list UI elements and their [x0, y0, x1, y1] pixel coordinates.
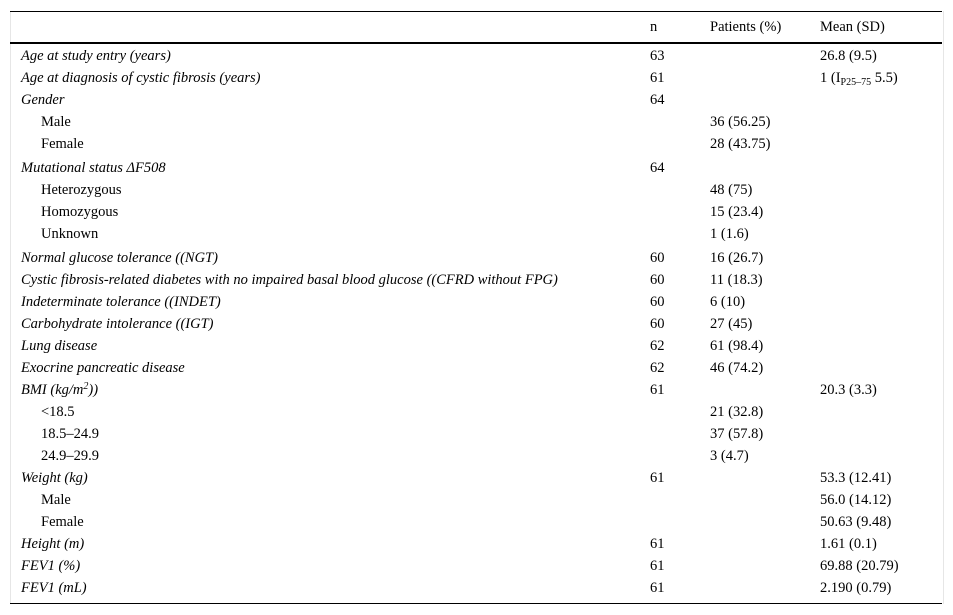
table-row — [10, 510, 942, 532]
row-patients: 16 (26.7) — [710, 250, 764, 266]
row-label: Male — [41, 492, 71, 508]
table-row — [10, 66, 942, 88]
table-row — [10, 466, 942, 488]
table-row — [10, 334, 942, 356]
row-label: Age at study entry (years) — [21, 48, 171, 64]
row-mean: 69.88 (20.79) — [820, 558, 899, 574]
row-patients: 3 (4.7) — [710, 448, 749, 464]
table-row — [10, 444, 942, 466]
row-label: Exocrine pancreatic disease — [21, 360, 185, 376]
table-row — [10, 422, 942, 444]
row-patients: 28 (43.75) — [710, 136, 771, 152]
row-patients: 27 (45) — [710, 316, 753, 332]
row-n: 60 — [650, 294, 665, 310]
row-n: 63 — [650, 48, 665, 64]
table-row — [10, 488, 942, 510]
row-n: 62 — [650, 360, 665, 376]
row-patients: 48 (75) — [710, 182, 753, 198]
row-patients: 37 (57.8) — [710, 426, 764, 442]
row-mean: 50.63 (9.48) — [820, 514, 892, 530]
row-label: 24.9–29.9 — [41, 448, 99, 464]
row-n: 60 — [650, 316, 665, 332]
row-label: Weight (kg) — [21, 470, 88, 486]
table-top-rule — [10, 11, 942, 12]
row-n: 61 — [650, 470, 665, 486]
row-n: 60 — [650, 250, 665, 266]
row-mean — [820, 69, 898, 87]
row-n: 61 — [650, 382, 665, 398]
row-mean: 2.190 (0.79) — [820, 580, 892, 596]
row-label: Normal glucose tolerance ((NGT) — [21, 250, 218, 266]
row-label: Heterozygous — [41, 182, 122, 198]
row-patients: 21 (32.8) — [710, 404, 764, 420]
row-patients: 61 (98.4) — [710, 338, 764, 354]
row-n: 64 — [650, 92, 665, 108]
row-patients: 6 (10) — [710, 294, 746, 310]
table-row — [10, 554, 942, 576]
table-row — [10, 44, 942, 66]
table-row — [10, 268, 942, 290]
row-patients: 46 (74.2) — [710, 360, 764, 376]
row-mean: 26.8 (9.5) — [820, 48, 877, 64]
row-label: Homozygous — [41, 204, 119, 220]
table-row — [10, 132, 942, 154]
row-label: Mutational status ΔF508 — [21, 160, 166, 176]
row-patients: 11 (18.3) — [710, 272, 763, 288]
table-bottom-rule — [10, 603, 942, 604]
row-label: Age at diagnosis of cystic fibrosis (years) — [21, 70, 261, 86]
label-prefix: BMI (kg/m — [21, 382, 84, 398]
table-row — [10, 290, 942, 312]
row-n: 61 — [650, 580, 665, 596]
row-label: Carbohydrate intolerance ((IGT) — [21, 316, 214, 332]
row-mean: 56.0 (14.12) — [820, 492, 892, 508]
row-label: 18.5–24.9 — [41, 426, 99, 442]
row-n: 64 — [650, 160, 665, 176]
row-n: 61 — [650, 70, 665, 86]
table-row — [10, 400, 942, 422]
table-row — [10, 88, 942, 110]
row-label: Gender — [21, 92, 65, 108]
table-row — [10, 246, 942, 268]
row-patients: 1 (1.6) — [710, 226, 749, 242]
table-row — [10, 110, 942, 132]
row-mean: 1.61 (0.1) — [820, 536, 877, 552]
header-patients: Patients (%) — [710, 19, 782, 35]
row-label: <18.5 — [41, 404, 75, 420]
table-row — [10, 222, 942, 244]
row-n: 61 — [650, 558, 665, 574]
label-suffix: )) — [88, 382, 99, 398]
row-label: Female — [41, 514, 84, 530]
table-row — [10, 312, 942, 334]
table-row — [10, 576, 942, 598]
table-row — [10, 378, 942, 400]
row-n: 61 — [650, 536, 665, 552]
header-n: n — [650, 19, 658, 35]
row-label: FEV1 (mL) — [21, 580, 87, 596]
row-label: Cystic fibrosis-related diabetes with no impaired basal blood glucose ((CFRD without FPG) — [21, 272, 558, 288]
row-label: Height (m) — [21, 536, 85, 552]
table-row — [10, 156, 942, 178]
table-row — [10, 532, 942, 554]
row-n: 62 — [650, 338, 665, 354]
row-patients: 15 (23.4) — [710, 204, 764, 220]
table-row — [10, 178, 942, 200]
label-superscript: 2 — [83, 381, 89, 392]
row-label: FEV1 (%) — [21, 558, 81, 574]
row-label — [21, 381, 98, 399]
mean-suffix: 5.5) — [871, 70, 898, 86]
row-label: Indeterminate tolerance ((INDET) — [21, 294, 221, 310]
mean-subscript: P25–75 — [840, 77, 872, 88]
row-label: Lung disease — [21, 338, 98, 354]
row-mean: 20.3 (3.3) — [820, 382, 877, 398]
row-n: 60 — [650, 272, 665, 288]
row-mean: 53.3 (12.41) — [820, 470, 892, 486]
table-row — [10, 356, 942, 378]
header-mean: Mean (SD) — [820, 19, 885, 35]
row-label: Unknown — [41, 226, 99, 242]
row-label: Male — [41, 114, 71, 130]
table-row — [10, 200, 942, 222]
row-label: Female — [41, 136, 84, 152]
mean-prefix: 1 (I — [820, 70, 841, 86]
row-patients: 36 (56.25) — [710, 114, 771, 130]
